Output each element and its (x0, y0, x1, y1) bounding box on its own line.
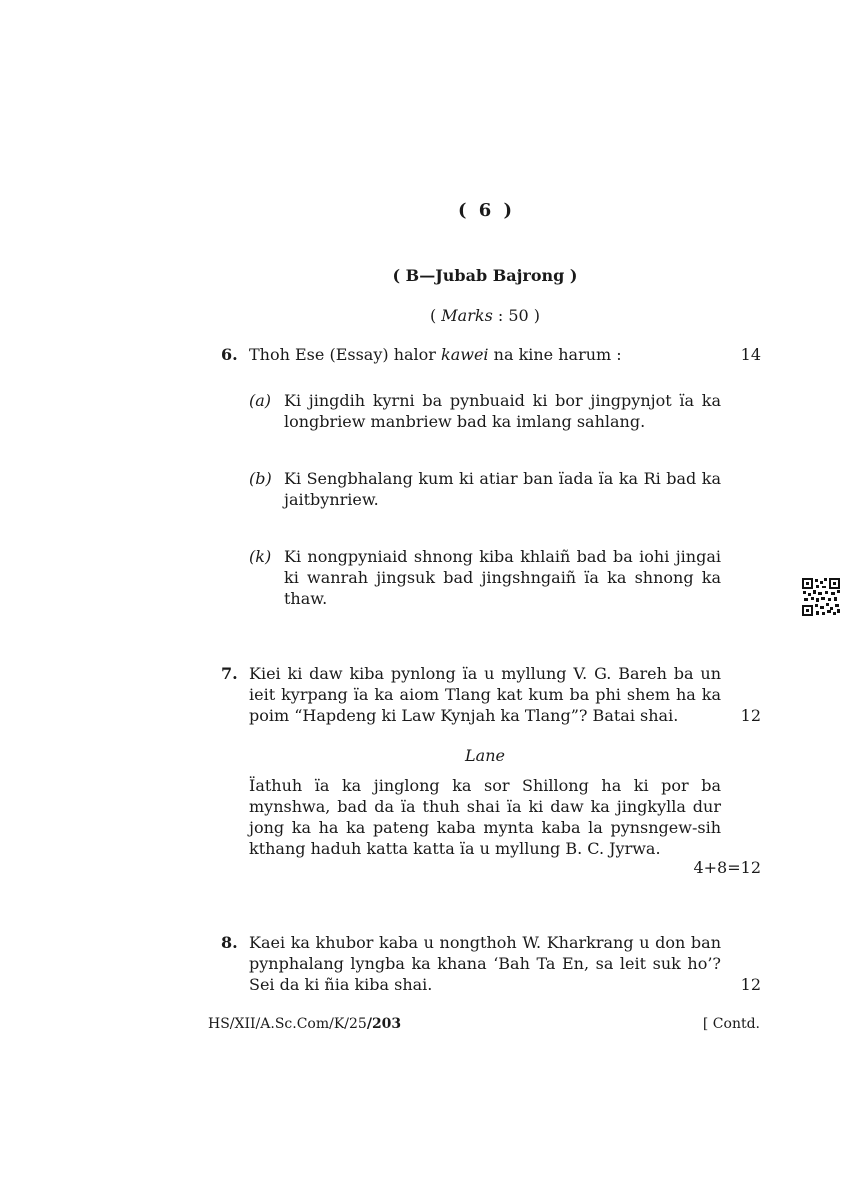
question-8-text: Kaei ka khubor kaba u nongthoh W. Kharkrang u don ban pynphalang lyngba ka khana ‘Bah Ta En, sa leit suk ho’? Sei da ki ñia kiba shai. (249, 933, 721, 994)
qr-code-icon (801, 577, 841, 617)
question-6-text: Thoh Ese (Essay) halor kawei na kine harum : (249, 345, 622, 364)
question-6-marks: 14 (740, 345, 761, 364)
question-7-text: Kiei ki daw kiba pynlong ïa u myllung V. G. Bareh ba un ieit kyrpang ïa ka aiom Tlang kat kum ba phi shem ha ka poim “Hapdeng ki Law Kynjah ka Tlang”? Batai shai. (249, 664, 721, 725)
page-number: ( 6 ) (457, 200, 513, 221)
question-7-marks: 12 (740, 706, 761, 725)
option-b-label: (b) (249, 469, 272, 488)
question-7-alt-text: Ïathuh ïa ka jinglong ka sor Shillong ha ki por ba mynshwa, bad da ïa thuh shai ïa ki daw ka jingkylla dur jong ka ha ka pateng kaba mynta kaba la pynsngew-sih kthang haduh katta katta ïa u myllung B. C. Jyrwa. (249, 776, 721, 858)
continued-label: [ Contd. (702, 1016, 760, 1032)
option-a-label: (a) (249, 391, 272, 410)
question-7-number: 7. (221, 664, 238, 683)
or-label: Lane (465, 746, 505, 765)
question-7-alt-marks: 4+8=12 (693, 858, 761, 877)
section-marks: ( Marks : 50 ) (429, 306, 541, 325)
option-b-text: Ki Sengbhalang kum ki atiar ban ïada ïa ka Ri bad ka jaitbynriew. (284, 469, 721, 509)
paper-code: HS/XII/A.Sc.Com/K/25/203 (208, 1016, 402, 1032)
option-k-label: (k) (249, 547, 272, 566)
option-a-text: Ki jingdih kyrni ba pynbuaid ki bor jingpynjot ïa ka longbriew manbriew bad ka imlang sahlang. (284, 391, 721, 431)
question-8-marks: 12 (740, 975, 761, 994)
section-title: ( B—Jubab Bajrong ) (392, 266, 578, 285)
option-k-text: Ki nongpyniaid shnong kiba khlaiñ bad ba iohi jingai ki wanrah jingsuk bad jingshngaiñ ïa ka shnong ka thaw. (284, 547, 721, 608)
question-6-number: 6. (221, 345, 238, 364)
question-8-number: 8. (221, 933, 238, 952)
